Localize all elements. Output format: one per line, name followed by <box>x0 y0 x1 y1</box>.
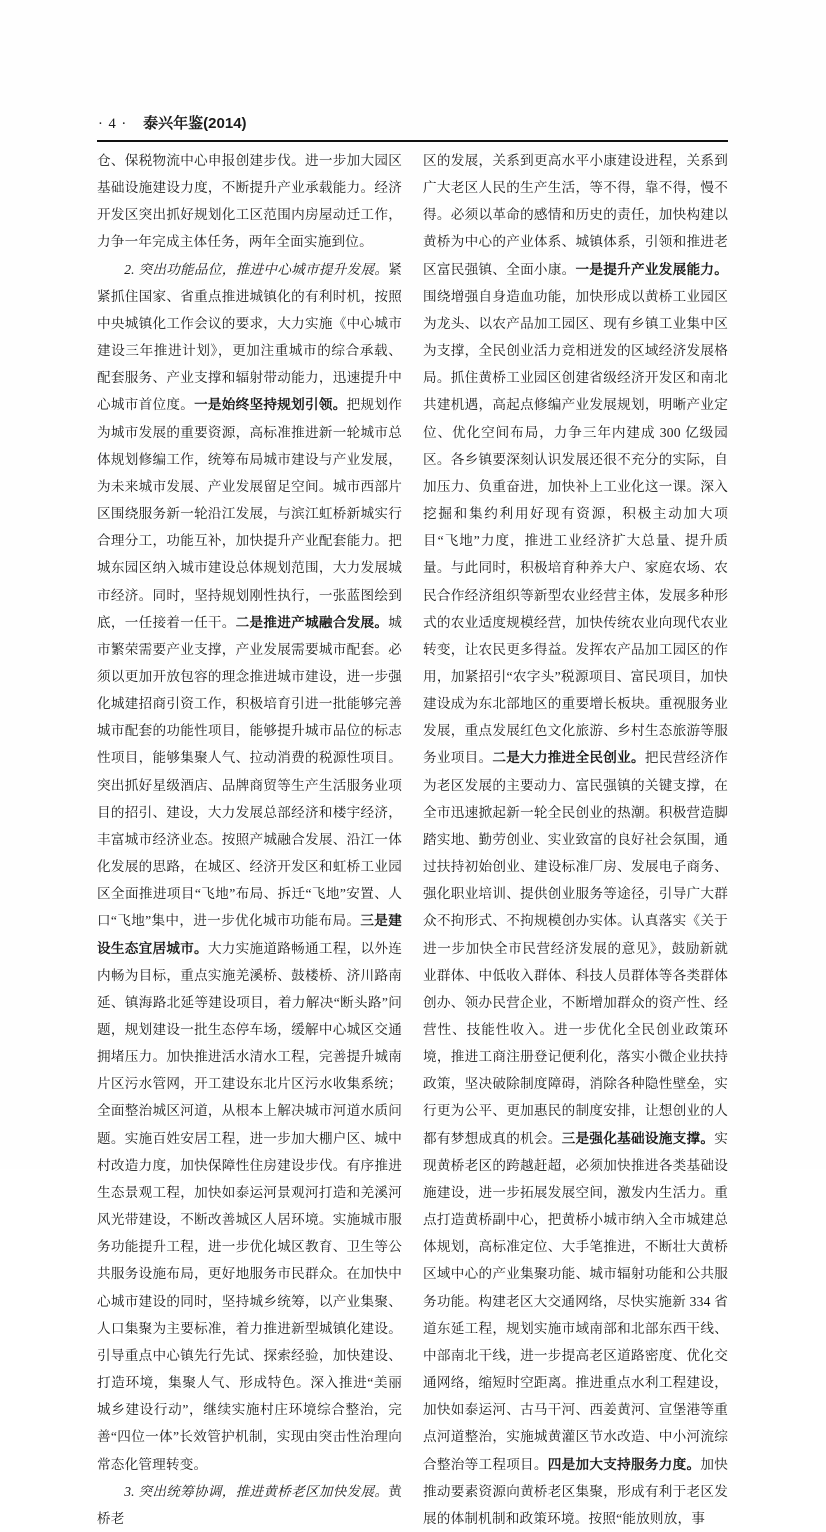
body-text: 把规划作为城市发展的重要资源，高标准推进新一轮城市总体规划修编工作，统筹布局城市建设与产业发展，为未来城市发展、产业发展留足空间。城市西部片区围绕服务新一轮沿江发展，与滨江虹桥新城实行合理分工，功能互补，加快提升产业配套能力。把城东园区纳入城市建设总体规划范围，大力发展城市经济。同时，坚持规划刚性执行，一张蓝图绘到底，一任接着一任干。 <box>97 397 402 630</box>
page-body <box>97 147 728 1532</box>
emphasis-phrase: 三是建设生态宜居城市。 <box>97 913 402 956</box>
header-rule <box>97 140 728 142</box>
body-text: 实现黄桥老区的跨越赶超，必须加快推进各类基础设施建设，进一步拓展发展空间，激发内生活力。重点打造黄桥副中心，把黄桥小城市纳入全市城建总体规划，高标准定位、大手笔推进，不断壮大黄桥区域中心的产业集聚功能、城市辐射功能和公共服务功能。构建老区大交通网络，尽快实施新 334 省道东延工程，规划实施市域南部和北部东西干线、中部南北干线，进一步提高老区道路密度、优化交通网络，缩短时空距离。推进重点水利工程建设，加快如泰运河、古马干河、西姜黄河、宣堡港等重点河道整治，实施城黄灌区节水改造、中小河流综合整治等工程项目。 <box>423 1130 729 1472</box>
emphasis-phrase: 二是大力推进全民创业。 <box>492 750 645 766</box>
body-text: 围绕增强自身造血功能，加快形成以黄桥工业园区为龙头、以农产品加工园区、现有乡镇工业集中区为支撑，全民创业活力竞相迸发的区域经济发展格局。抓住黄桥工业园区创建省级经济开发区和南北共建机遇，高起点修编产业发展规划，明晰产业定位、优化空间布局，力争三年内建成 300 亿级园区。各乡镇要深刻认识发展还很不充分的实际，自加压力、负重奋进，加快补上工业化这一课。深入挖掘和集约利用好现有资源，积极主动加大项目“飞地”力度，推进工业经济扩大总量、提升质量。与此同时，积极培育种养大户、家庭农场、农民合作经济组织等新型农业经营主体，发展多种形式的农业适度规模经营，加快传统农业向现代农业转变，让农民更多得益。发挥农产品加工园区的作用，加紧招引“农字头”税源项目、富民项目，加快建设成为东北部地区的重要增长板块。重视服务业发展，重点发展红色文化旅游、乡村生态旅游等服务业项目。 <box>423 288 728 766</box>
paragraph-continuation <box>97 147 402 256</box>
body-text: 紧紧抓住国家、省重点推进城镇化的有利时机，按照中央城镇化工作会议的要求，大力实施《中心城市建设三年推进计划》，更加注重城市的综合承载、配套服务、产业支撑和辐射带动能力，迅速提升中心城市首位度。 <box>97 261 402 413</box>
body-text: 加快推动要素资源向黄桥老区集聚，形成有利于老区发展的体制机制和政策环境。按照“能放则放，事 <box>423 1456 728 1526</box>
paragraph-item-2 <box>97 256 402 1478</box>
emphasis-phrase: 一是提升产业发展能力。 <box>575 261 729 277</box>
book-title: 泰兴年鉴(2014) <box>143 115 247 132</box>
emphasis-phrase: 一是始终坚持规划引领。 <box>194 397 347 413</box>
numbered-heading: 3. 突出统筹协调，推进黄桥老区加快发展。 <box>124 1483 389 1499</box>
body-text: 区的发展，关系到更高水平小康建设进程，关系到广大老区人民的生产生活，等不得，靠不得，慢不得。必须以革命的感情和历史的责任，加快构建以黄桥为中心的产业体系、城镇体系，引领和推进老区富民强镇、全面小康。 <box>423 153 728 277</box>
body-text: 大力实施道路畅通工程，以外连内畅为目标，重点实施羌溪桥、鼓楼桥、济川路南延、镇海路北延等建设项目，着力解决“断头路”问题，规划建设一批生态停车场，缓解中心城区交通拥堵压力。加快推进活水清水工程，完善提升城南片区污水管网，开工建设东北片区污水收集系统；全面整治城区河道，从根本上解决城市河道水质问题。实施百姓安居工程，进一步加大棚户区、城中村改造力度，加快保障性住房建设步伐。有序推进生态景观工程，加快如泰运河景观河打造和羌溪河风光带建设，不断改善城区人居环境。实施城市服务功能提升工程，进一步优化城区教育、卫生等公共服务设施布局，更好地服务市民群众。在加快中心城市建设的同时，坚持城乡统筹，以产业集聚、人口集聚为主要标准，着力推进新型城镇化建设。引导重点中心镇先行先试、探索经验，加快建设、打造环境，集聚人气、形成特色。深入推进“美丽城乡建设行动”，继续实施村庄环境综合整治，完善“四位一体”长效管护机制，实现由突击性治理向常态化管理转变。 <box>97 940 402 1472</box>
paragraph-item-3 <box>97 1478 402 1532</box>
page-number: · 4 · <box>98 116 128 132</box>
body-text: 仓、保税物流中心申报创建步伐。进一步加大园区基础设施建设力度，不断提升产业承载能力。经济开发区突出抓好规划化工区范围内房屋动迁工作，力争一年完成主体任务，两年全面实施到位。 <box>97 153 402 250</box>
numbered-heading: 2. 突出功能品位，推进中心城市提升发展。 <box>124 261 389 277</box>
emphasis-phrase: 四是加大支持服务力度。 <box>547 1456 701 1472</box>
left-column <box>97 147 402 1532</box>
emphasis-phrase: 三是强化基础设施支撑。 <box>561 1130 715 1146</box>
right-column <box>423 147 728 1532</box>
emphasis-phrase: 二是推进产城融合发展。 <box>235 614 389 630</box>
paragraph-continuation <box>423 147 728 1532</box>
body-text: 把民营经济作为老区发展的主要动力、富民强镇的关键支撑，在全市迅速掀起新一轮全民创业的热潮。积极营造脚踏实地、勤劳创业、实业致富的良好社会氛围，通过扶持初始创业、建设标准厂房、发展电子商务、强化职业培训、提供创业服务等途径，引导广大群众不拘形式、不拘规模创办实体。认真落实《关于进一步加快全市民营经济发展的意见》，鼓励新就业群体、中低收入群体、科技人员群体等各类群体创办、领办民营企业，不断增加群众的资产性、经营性、技能性收入。进一步优化全民创业政策环境，推进工商注册登记便利化，落实小微企业扶持政策，坚决破除制度障碍，消除各种隐性壁垒，实行更为公平、更加惠民的制度安排，让想创业的人都有梦想成真的机会。 <box>423 750 729 1146</box>
body-text: 城市繁荣需要产业支撑，产业发展需要城市配套。必须以更加开放包容的理念推进城市建设，进一步强化城建招商引资工作，积极培育引进一批能够完善城市配套的功能性项目，能够提升城市品位的标志性项目，能够集聚人气、拉动消费的税源性项目。突出抓好星级酒店、品牌商贸等生产生活服务业项目的招引、建设，大力发展总部经济和楼宇经济，丰富城市经济业态。按照产城融合发展、沿江一体化发展的思路，在城区、经济开发区和虹桥工业园区全面推进项目“飞地”布局、拆迁“飞地”安置、人口“飞地”集中，进一步优化城市功能布局。 <box>97 614 403 929</box>
body-text: 黄桥老 <box>97 1483 402 1526</box>
page-header <box>98 112 729 133</box>
